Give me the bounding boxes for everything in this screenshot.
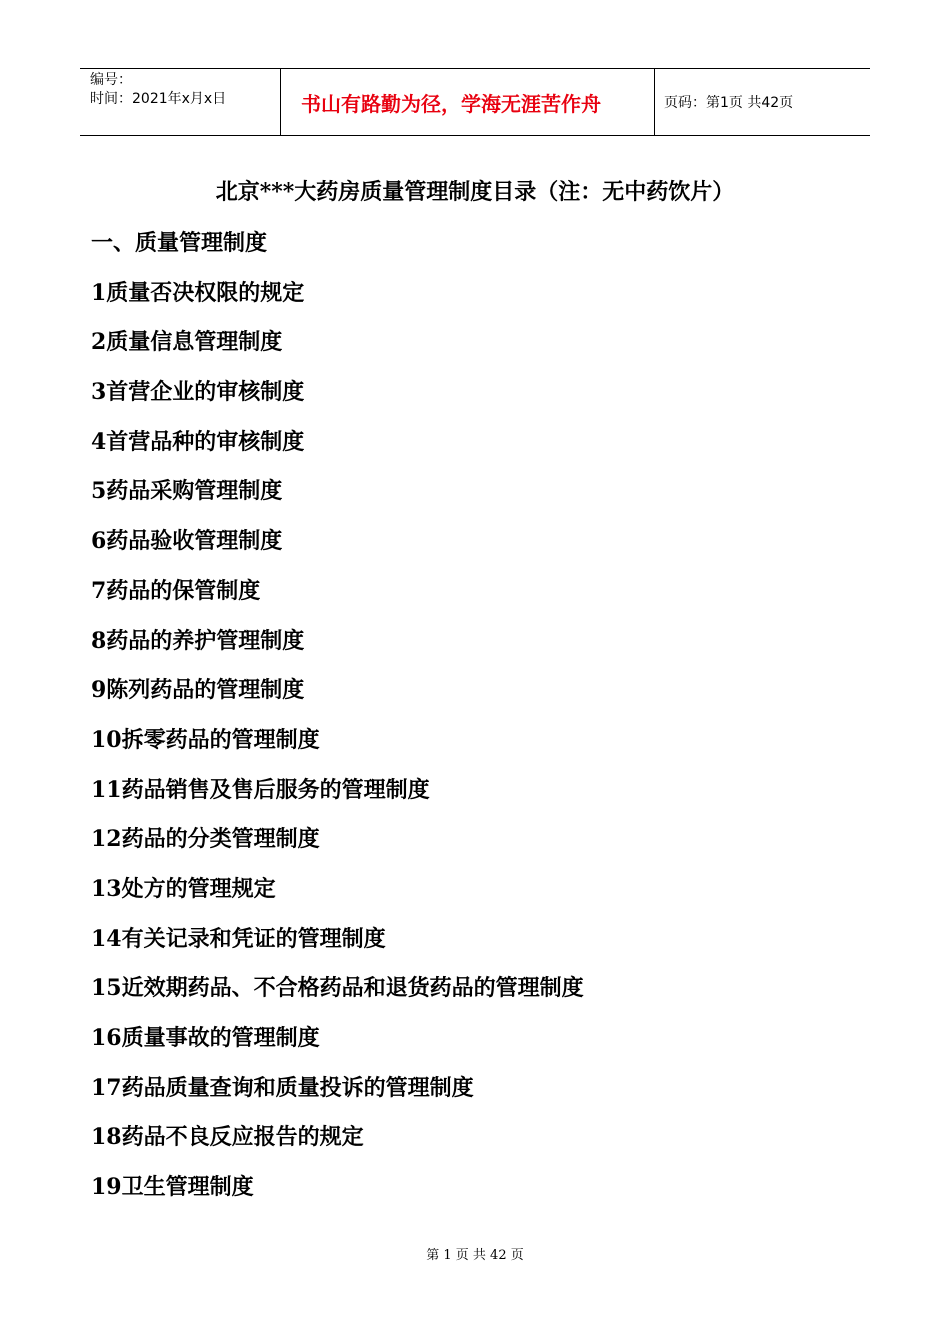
toc-item: 11药品销售及售后服务的管理制度: [91, 776, 430, 803]
page-footer: 第 1 页 共 42 页: [426, 1248, 524, 1263]
toc-item: 9陈列药品的管理制度: [91, 677, 305, 704]
toc-item: 10拆零药品的管理制度: [91, 726, 320, 753]
page-header: [80, 68, 870, 136]
toc-item: 12药品的分类管理制度: [91, 826, 320, 853]
toc-item: 19卫生管理制度: [91, 1174, 254, 1201]
toc-item: 6药品验收管理制度: [91, 528, 283, 555]
number-label: 编号：: [90, 72, 132, 88]
toc-item: 7药品的保管制度: [91, 577, 261, 604]
date-line: 时间：2021年x月x日: [90, 91, 227, 107]
header-motto: 书山有路勤为径，学海无涯苦作舟: [281, 69, 655, 135]
header-meta: [80, 69, 281, 135]
toc-item: 16质量事故的管理制度: [91, 1025, 320, 1051]
table-of-contents: [91, 227, 584, 1221]
toc-item: 3首营企业的审核制度: [91, 379, 305, 406]
toc-item: 17药品质量查询和质量投诉的管理制度: [91, 1074, 474, 1101]
toc-item: 5药品采购管理制度: [91, 478, 283, 505]
toc-item: 1质量否决权限的规定: [91, 279, 305, 306]
header-page-info: 页码：第1页 共42页: [664, 95, 794, 111]
toc-item: 14有关记录和凭证的管理制度: [91, 925, 386, 952]
document-title: 北京***大药房质量管理制度目录（注：无中药饮片）: [215, 179, 735, 205]
section-heading: 一、质量管理制度: [91, 230, 268, 256]
toc-item: 13处方的管理规定: [91, 875, 276, 902]
toc-item: 2质量信息管理制度: [91, 329, 283, 356]
toc-item: 18药品不良反应报告的规定: [91, 1124, 364, 1151]
toc-item: 8药品的养护管理制度: [91, 627, 305, 654]
toc-item: 15近效期药品、不合格药品和退货药品的管理制度: [91, 975, 584, 1002]
toc-item: 4首营品种的审核制度: [91, 428, 305, 455]
